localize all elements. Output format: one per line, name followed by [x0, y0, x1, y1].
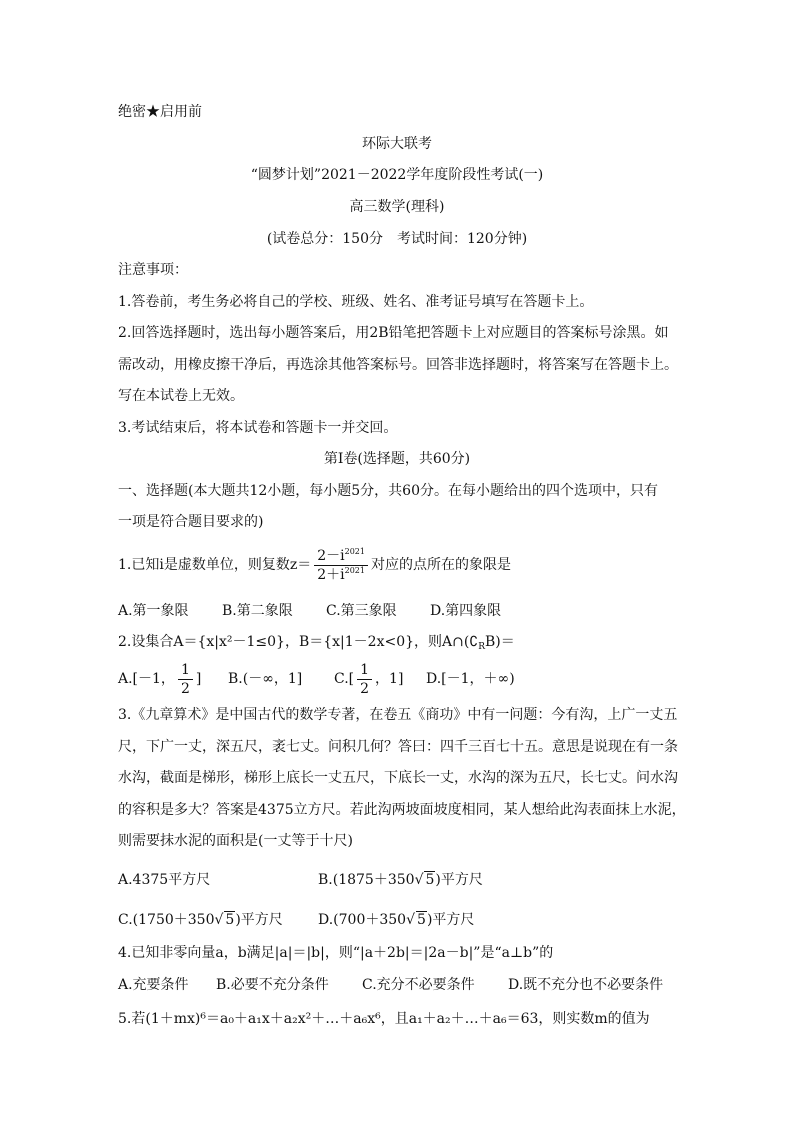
q4-option-b: B.必要不充分条件 [216, 977, 329, 993]
question-3-line-3: 水沟，截面是梯形，梯形上底长一丈五尺，下底长一丈，水沟的深为五尺，长七丈。问水沟 [118, 770, 678, 786]
q2-stem-text: 2.设集合A＝{x|x²－1≤0}，B＝{x|1－2x<0}，则A∩(∁ [118, 634, 479, 650]
q2-c-pre: C.[ [334, 671, 355, 687]
q2-option-b: B.(－∞，1] [228, 671, 303, 687]
note-2-line-1: 2.回答选择题时，选出每小题答案后，用2B铅笔把答题卡上对应题目的答案标号涂黑。如 [118, 325, 669, 341]
exam-info: (试卷总分：150分 考试时间：120分钟) [266, 231, 528, 247]
q3-d-pre: D.(700＋350 [318, 912, 407, 928]
note-1: 1.答卷前，考生务必将自己的学校、班级、姓名、准考证号填写在答题卡上。 [118, 294, 594, 310]
q1-option-b: B.第二象限 [222, 603, 293, 619]
question-3-line-2: 尺，下广一丈，深五尺，袤七丈。问积几何？答曰：四千三百七十五。意思是说现在有一条 [118, 739, 678, 755]
q2-option-a [118, 660, 201, 698]
question-3-line-1: 3.《九章算术》是中国古代的数学专著，在卷五《商功》中有一问题：今有沟，上广一丈五 [118, 707, 678, 723]
q3-option-d [318, 910, 474, 930]
q3-c-pre: C.(1750＋350 [118, 912, 215, 928]
q3-option-c [118, 910, 283, 930]
question-2-stem [118, 632, 515, 654]
q2-c-fraction [357, 661, 372, 698]
q1-suffix: 对应的点所在的象限是 [370, 557, 511, 573]
q3-b-pre: B.(1875＋350 [318, 872, 415, 888]
q3-c-radicand: 5 [225, 912, 235, 928]
question-5-stem: 5.若(1＋mx)⁶＝a₀＋a₁x＋a₂x²＋…＋a₆x⁶，且a₁＋a₂＋…＋a₆＝63，则实数m的值为 [118, 1011, 650, 1027]
q4-option-a: A.充要条件 [118, 977, 189, 993]
q3-b-sqrt-sign: √ [414, 872, 424, 888]
q4-option-c: C.充分不必要条件 [362, 977, 475, 993]
question-1-stem [118, 546, 511, 584]
notes-title: 注意事项： [118, 262, 188, 278]
q1-numerator-exp: 2021 [344, 546, 365, 556]
question-4-stem: 4.已知非零向量a，b满足|a|＝|b|，则“|a＋2b|＝|2a－b|”是“a⊥b”的 [118, 945, 554, 961]
q3-option-a: A.4375平方尺 [118, 872, 211, 888]
note-3: 3.考试结束后，将本试卷和答题卡一并交回。 [118, 420, 398, 436]
q2-option-c [334, 660, 403, 698]
q3-b-unit: )平方尺 [435, 872, 483, 888]
q1-option-a: A.第一象限 [118, 603, 189, 619]
q2-a-pre: A.[－1， [118, 671, 175, 687]
q1-denominator: 2＋i [317, 566, 345, 583]
q1-denominator-exp: 2021 [344, 565, 365, 575]
q2-stem-end: B)＝ [485, 634, 515, 650]
subject-title: 高三数学(理科) [349, 199, 445, 215]
q2-c-num: 1 [357, 661, 372, 680]
part1-intro-line-2: 一项是符合题目要求的) [118, 514, 264, 530]
q2-option-d: D.[－1，＋∞) [426, 671, 515, 687]
q4-option-d: D.既不充分也不必要条件 [508, 977, 664, 993]
confidential-mark: 绝密★启用前 [118, 104, 202, 120]
part1-intro-line-1: 一、选择题(本大题共12小题，每小题5分，共60分。在每小题给出的四个选项中，只有 [118, 483, 658, 499]
question-3-line-4: 的容积是多大？答案是4375立方尺。若此沟两坡面坡度相同，某人想给此沟表面抹上水泥， [118, 802, 686, 818]
note-2-line-3: 写在本试卷上无效。 [118, 388, 244, 404]
q3-d-unit: )平方尺 [426, 912, 475, 928]
q2-subscript: R [478, 642, 486, 652]
exam-title: “圆梦计划”2021－2022学年度阶段性考试(一) [250, 167, 544, 183]
q2-a-fraction [178, 661, 193, 698]
q1-prefix: 1.已知i是虚数单位，则复数z＝ [118, 557, 312, 573]
q2-a-num: 1 [178, 661, 193, 680]
q2-c-post: ，1] [375, 671, 404, 687]
organization-title: 环际大联考 [362, 136, 432, 152]
q3-c-unit: )平方尺 [235, 912, 283, 928]
q1-option-d: D.第四象限 [430, 603, 502, 619]
q2-a-den: 2 [180, 680, 190, 697]
q3-d-radicand: 5 [417, 912, 426, 928]
q3-b-radicand: 5 [425, 872, 435, 888]
part1-title: 第Ⅰ卷(选择题，共60分) [323, 451, 471, 467]
q2-c-den: 2 [360, 680, 370, 697]
q1-numerator: 2－i [317, 547, 345, 564]
q1-option-c: C.第三象限 [326, 603, 397, 619]
q3-c-sqrt-sign: √ [214, 912, 224, 928]
q2-a-post: ] [195, 671, 202, 687]
q1-fraction [314, 547, 368, 584]
q3-option-b [318, 870, 483, 890]
note-2-line-2: 需改动，用橡皮擦干净后，再选涂其他答案标号。回答非选择题时，将答案写在答题卡上。 [118, 357, 678, 373]
question-3-line-5: 则需要抹水泥的面积是(一丈等于十尺) [118, 833, 353, 849]
q3-d-sqrt-sign: √ [406, 912, 416, 928]
